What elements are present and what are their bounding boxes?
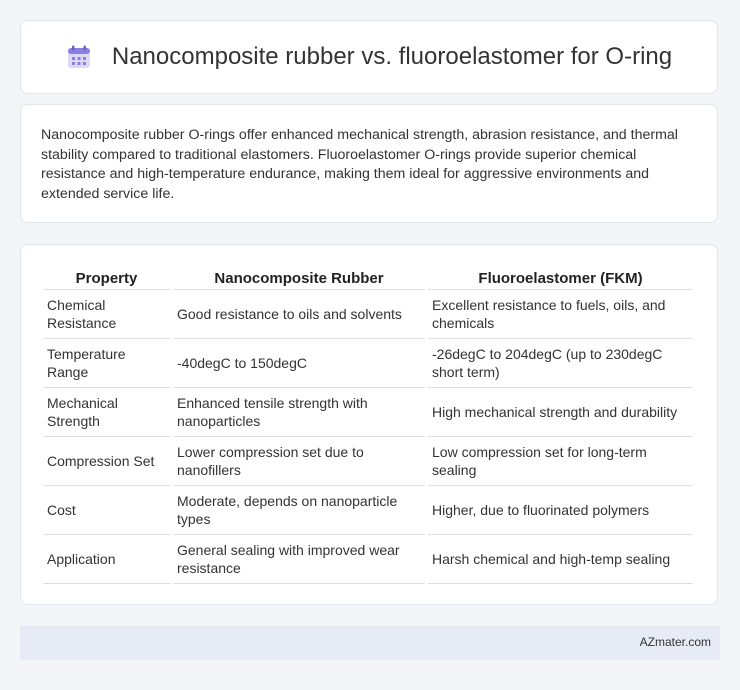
description-card xyxy=(20,104,718,223)
column-header: Nanocomposite Rubber xyxy=(173,267,425,290)
table-row xyxy=(43,388,693,437)
table-cell: Low compression set for long-term sealing xyxy=(428,437,693,486)
table-cell: High mechanical strength and durability xyxy=(428,388,693,437)
footer-brand: AZmater.com xyxy=(639,635,711,649)
table-row xyxy=(43,535,693,584)
table-cell: Enhanced tensile strength with nanoparticles xyxy=(173,388,425,437)
table-cell: Temperature Range xyxy=(43,339,170,388)
page-title: Nanocomposite rubber vs. fluoroelastomer for O-ring xyxy=(111,43,673,70)
title-card xyxy=(20,20,718,94)
table-cell: Cost xyxy=(43,486,170,535)
table-cell: Harsh chemical and high-temp sealing xyxy=(428,535,693,584)
table-row xyxy=(43,486,693,535)
table-row xyxy=(43,339,693,388)
table-cell: -40degC to 150degC xyxy=(173,339,425,388)
table-row xyxy=(43,290,693,339)
footer-bar xyxy=(20,626,720,660)
column-header: Fluoroelastomer (FKM) xyxy=(428,267,693,290)
comparison-table-card xyxy=(20,244,718,605)
table-cell: General sealing with improved wear resistance xyxy=(173,535,425,584)
table-cell: Application xyxy=(43,535,170,584)
table-cell: Compression Set xyxy=(43,437,170,486)
table-cell: Chemical Resistance xyxy=(43,290,170,339)
description-text: Nanocomposite rubber O-rings offer enhanced mechanical strength, abrasion resistance, and thermal stability compared to traditional elastomers. Fluoroelastomer O-rings provide superior chemical resistance and high-temperature endurance, making them ideal for aggressive environments and extended service life. xyxy=(41,127,678,202)
table-cell: Excellent resistance to fuels, oils, and chemicals xyxy=(428,290,693,339)
calendar-icon xyxy=(66,44,92,70)
table-cell: Mechanical Strength xyxy=(43,388,170,437)
title-wrap xyxy=(66,43,672,71)
comparison-table xyxy=(40,267,696,584)
table-header-row xyxy=(43,267,693,290)
table-cell: Lower compression set due to nanofillers xyxy=(173,437,425,486)
table-cell: Higher, due to fluorinated polymers xyxy=(428,486,693,535)
table-row xyxy=(43,437,693,486)
table-cell: Moderate, depends on nanoparticle types xyxy=(173,486,425,535)
table-cell: Good resistance to oils and solvents xyxy=(173,290,425,339)
table-cell: -26degC to 204degC (up to 230degC short term) xyxy=(428,339,693,388)
column-header: Property xyxy=(43,267,170,290)
